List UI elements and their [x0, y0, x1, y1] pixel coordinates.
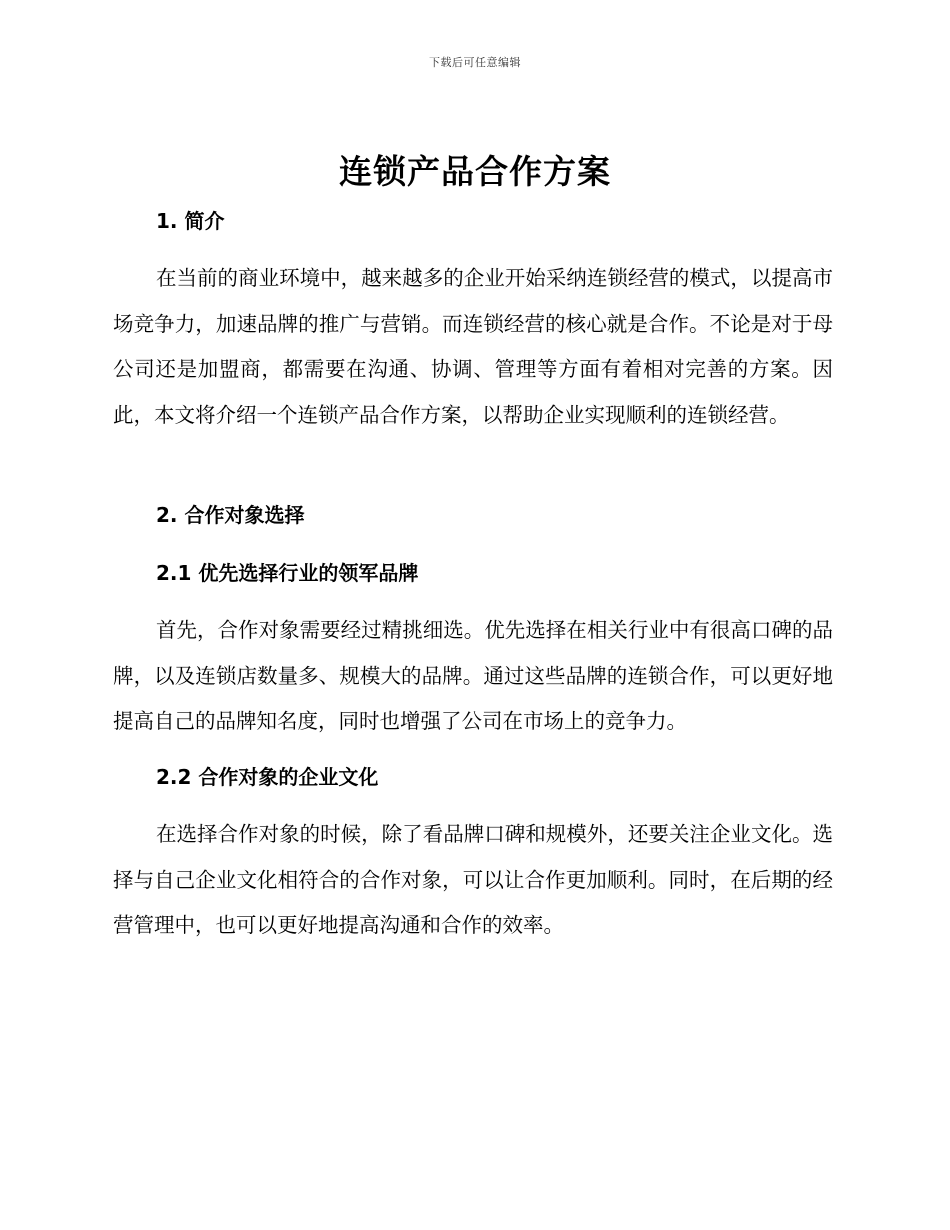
document-title: 连锁产品合作方案 [339, 152, 611, 191]
section-heading-leading-brands: 2.1 优先选择行业的领军品牌 [156, 561, 419, 585]
section-heading-partner-selection: 2. 合作对象选择 [156, 503, 305, 527]
section-paragraph-intro: 在当前的商业环境中，越来越多的企业开始采纳连锁经营的模式，以提高市场竞争力，加速品牌的推广与营销。而连锁经营的核心就是合作。不论是对于母公司还是加盟商，都需要在沟通、协调、管理等方面有着相对完善的方案。因此，本文将介绍一个连锁产品合作方案，以帮助企业实现顺利的连锁经营。 [113, 266, 833, 427]
section-heading-intro: 1. 简介 [156, 209, 225, 233]
section-heading-corporate-culture: 2.2 合作对象的企业文化 [156, 765, 379, 789]
section-paragraph-corporate-culture: 在选择合作对象的时候，除了看品牌口碑和规模外，还要关注企业文化。选择与自己企业文化相符合的合作对象，可以让合作更加顺利。同时，在后期的经营管理中，也可以更好地提高沟通和合作的效率。 [113, 822, 833, 937]
section-paragraph-leading-brands: 首先，合作对象需要经过精挑细选。优先选择在相关行业中有很高口碑的品牌，以及连锁店数量多、规模大的品牌。通过这些品牌的连锁合作，可以更好地提高自己的品牌知名度，同时也增强了公司在市场上的竞争力。 [113, 618, 833, 733]
page-header-note: 下载后可任意编辑 [429, 56, 521, 69]
